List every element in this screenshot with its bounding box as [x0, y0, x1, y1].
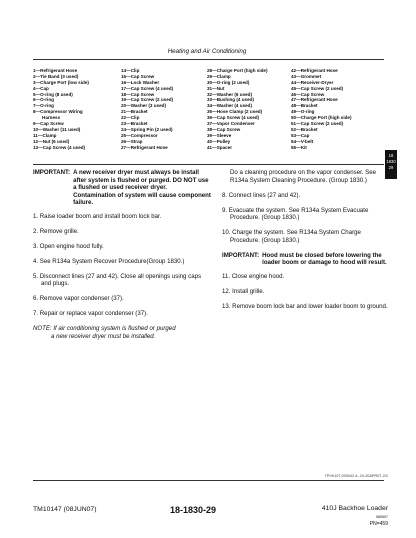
legend-item: 12—Nut (6 used): [33, 138, 70, 144]
legend-item: 35—Hose Clamp (2 used): [207, 109, 263, 115]
note: [33, 325, 211, 340]
page-section-number: 18-1830-29: [170, 505, 217, 515]
legend-column-2: [121, 68, 173, 150]
tab-line: 1830: [386, 159, 396, 164]
legend-item: 16—Lock Washer: [121, 79, 160, 85]
legend-item: 26—Strap: [121, 138, 143, 144]
legend-item: 9—Cap Screw: [33, 121, 64, 127]
step-11: 11. Close engine hood.: [222, 272, 285, 280]
legend-item: 36—Cap Screw (4 used): [207, 115, 260, 121]
important-label: IMPORTANT:: [222, 251, 260, 259]
tab-line: 29: [388, 165, 394, 170]
step-9: 9. Evacuate the system. See R134a System Evacuate Procedure. (Group 1830.): [222, 206, 369, 221]
legend-item: 50—Charge Port (high side): [291, 115, 352, 121]
legend-column-3: [207, 68, 268, 150]
legend-item: 41—Spacer: [207, 144, 233, 150]
step-5: 5. Disconnect lines (27 and 42). Close all openings using caps and plugs.: [33, 272, 202, 287]
legend-item: 28—Charge Port (high side): [207, 68, 268, 73]
legend-item: 32—Washer (6 used): [207, 91, 253, 97]
legend-item: 47—Refrigerant Hose: [291, 97, 338, 103]
page-header-title: Heating and Air Conditioning: [167, 48, 247, 55]
legend-item: 53—Cap: [291, 132, 310, 138]
legend-item: 51—Cap Screw (2 used): [291, 121, 344, 127]
note-line: a new receiver dryer must be installed.: [51, 332, 156, 340]
legend-column-1: [33, 68, 89, 150]
page-number: PN=459: [369, 521, 388, 527]
legend-item: 48—Bracket: [291, 103, 318, 109]
legend-item: 7—O-ring: [33, 103, 54, 109]
legend-item: 46—Cap Screw: [291, 91, 325, 97]
note-line: NOTE: If air conditioning system is flushed or purged: [33, 325, 176, 332]
step-7-continued: Do a cleaning procedure on the vapor condenser. See R134a System Cleaning Procedure. (Group 1830.): [230, 169, 377, 184]
legend-item: 43—Grommet: [291, 73, 322, 79]
legend-column-4: [291, 68, 352, 150]
legend-item: 34—Washer (4 used): [207, 103, 253, 109]
legend-item: 23—Bracket: [121, 121, 148, 127]
header-divider: [33, 59, 384, 60]
legend-item: 21—Bracket: [121, 109, 148, 115]
legend-item: 11—Clamp: [33, 132, 57, 138]
legend-item: Harness: [42, 115, 61, 121]
step-10: 10. Charge the system. See R134a System Charge Procedure. (Group 1830.): [222, 229, 361, 244]
important-label: IMPORTANT:: [33, 169, 71, 176]
legend-item: 31—Nut: [207, 85, 225, 91]
legend-item: 33—Bushing (4 used): [207, 97, 254, 103]
important-notice: [33, 169, 211, 207]
legend-item: 3—Charge Port (low side): [33, 79, 89, 85]
legend-item: 1—Refrigerant Hose: [33, 68, 78, 73]
legend-item: 19—Cap Screw (2 used): [121, 97, 174, 103]
step-3: 3. Open engine hood fully.: [33, 242, 104, 250]
legend-item: 37—Vapor Condenser: [207, 121, 255, 127]
legend-item: 18—Cap Screw: [121, 91, 155, 97]
legend-item: 20—Washer (3 used): [121, 103, 167, 109]
machine-model: 410J Backhoe Loader: [321, 505, 388, 512]
legend-divider: [33, 164, 384, 165]
reference-code: TP/H/107,000042 A -19-20APR07-2/2: [324, 474, 388, 478]
legend-item: 17—Cap Screw (4 used): [121, 85, 174, 91]
step-1: 1. Raise loader boom and install boom lock bar.: [33, 212, 162, 220]
manual-id: TM10147 (08JUN07): [33, 506, 97, 513]
legend-item: 13—Cap Screw (4 used): [33, 144, 86, 150]
footer-divider: [33, 480, 384, 481]
legend-item: 10—Washer (11 used): [33, 126, 81, 132]
step-13: 13. Remove boom lock bar and lower loader boom to ground.: [222, 302, 388, 310]
legend-item: 15—Cap Screw: [121, 73, 155, 79]
legend-item: 39—Sleeve: [207, 132, 232, 138]
legend-item: 24—Spring Pin (2 used): [121, 126, 173, 132]
legend-item: 52—Bracket: [291, 126, 318, 132]
important-notice: [222, 252, 388, 267]
tab-line: 18: [388, 153, 394, 158]
legend-item: 45—Cap Screw (2 used): [291, 85, 344, 91]
legend-item: 30—O-ring (2 used): [207, 79, 250, 85]
step-2: 2. Remove grille.: [33, 227, 79, 235]
footer-code: 080607: [376, 515, 388, 519]
legend-item: 2—Tie Band (3 used): [33, 73, 79, 79]
step-6: 6. Remove vapor condenser (37).: [33, 295, 124, 302]
step-7: 7. Repair or replace vapor condenser (37).: [33, 310, 148, 317]
step-12: 12. Install grille.: [222, 287, 265, 295]
legend-item: 29—Clamp: [207, 73, 231, 79]
step-4: 4. See R134a System Recover Procedure(Group 1830.): [33, 257, 185, 265]
legend-item: 27—Refrigerant Hose: [121, 144, 168, 150]
legend-item: 40—Pulley: [207, 138, 231, 144]
legend-item: 8—Compressor Wiring: [33, 109, 83, 115]
legend-item: 5—O-ring (8 used): [33, 91, 73, 97]
legend-item: 25—Compressor: [121, 132, 158, 138]
legend-item: 6—O-ring: [33, 97, 54, 103]
legend-item: 42—Refrigerant Hose: [291, 68, 338, 73]
important-text: Hood must be closed before lowering the loader boom or damage to hood will result.: [262, 251, 387, 266]
legend-item: 55—Kit: [291, 144, 307, 150]
legend-item: 44—Receiver-Dryer: [291, 79, 334, 85]
legend-item: 49—O-ring: [291, 109, 315, 115]
legend-item: 4—Cap: [33, 85, 49, 91]
legend-item: 22—Clip: [121, 115, 140, 121]
step-8: 8. Connect lines (27 and 42).: [222, 191, 301, 199]
legend-item: 14—Clip: [121, 68, 140, 73]
procedure-right-column: [222, 169, 388, 318]
legend-item: 38—Cap Screw: [207, 126, 241, 132]
important-text: A new receiver dryer must always be install after system is flushed or purged. DO NOT use a flushed or used receiver dryer. Contamination of system will cause component failure.: [73, 169, 211, 206]
legend-item: 54—V-belt: [291, 138, 314, 144]
procedure-left-column: [33, 169, 211, 340]
